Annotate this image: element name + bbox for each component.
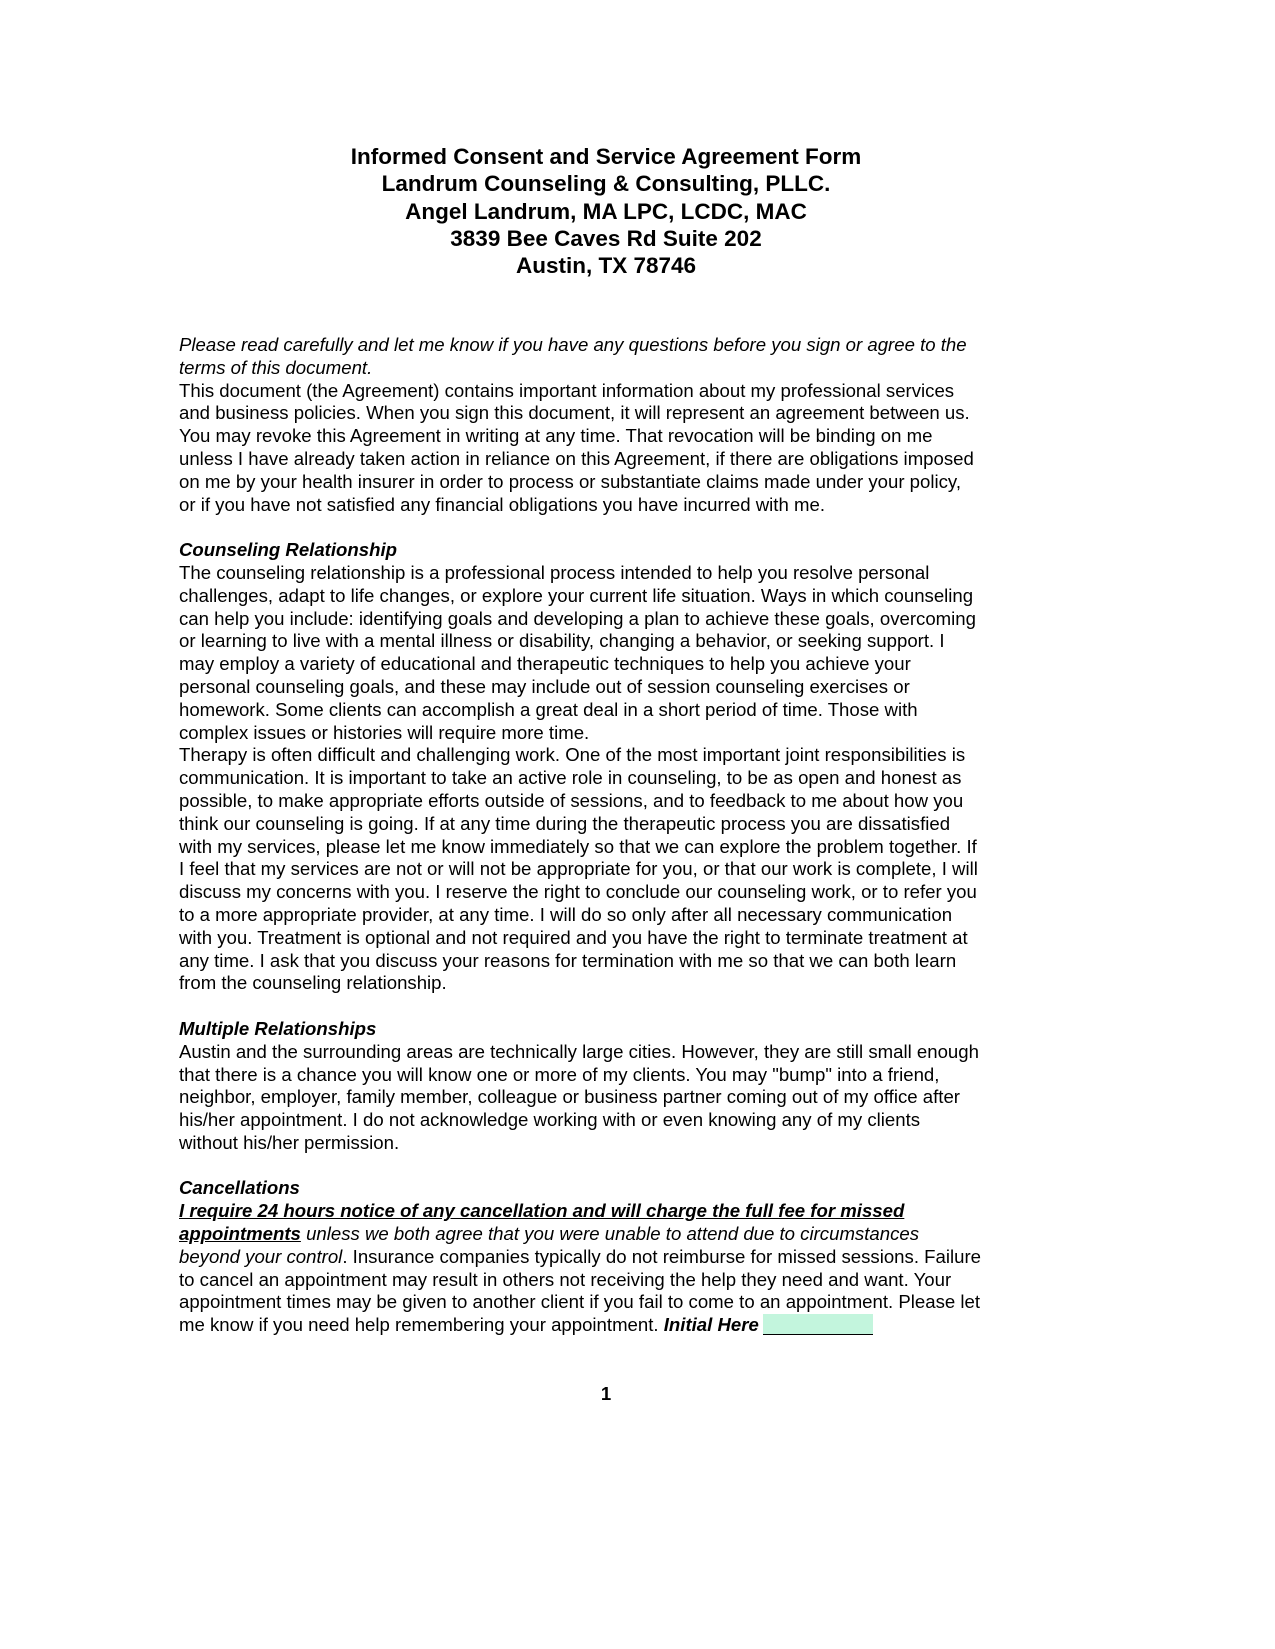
text-segment: me know if you need help remembering your appointment. [179,1314,664,1336]
section-heading: Cancellations [179,1177,300,1199]
title-line: Informed Consent and Service Agreement Form [350,144,862,169]
text-line: to cancel an appointment may result in others not receiving the help they need and want. Your [179,1268,952,1290]
text-line: communication. It is important to take an active role in counseling, to be as open and honest as [179,767,962,789]
text-line: his/her appointment. I do not acknowledge working with or even knowing any of my clients [179,1109,921,1131]
text-line: any time. I ask that you discuss your reasons for termination with me so that we can both learn [179,949,957,971]
cancellations-paragraph [179,1200,981,1337]
text-line: terms of this document. [179,356,373,378]
initial-here-field[interactable] [763,1314,873,1335]
text-line: on me by your health insurer in order to process or substantiate claims made under your policy, [179,470,962,492]
text-line: to a more appropriate provider, at any time. I will do so only after all necessary communication [179,903,953,925]
text-line: unless I have already taken action in reliance on this Agreement, if there are obligations imposed [179,447,974,469]
text-line: without his/her permission. [179,1131,400,1153]
text-line: with my services, please let me know immediately so that we can explore the problem together. If [179,835,977,857]
text-line: challenges, adapt to life changes, or explore your current life situation. Ways in which counseling [179,584,974,606]
text-line: Austin and the surrounding areas are technically large cities. However, they are still small enough [179,1040,979,1062]
text-line: from the counseling relationship. [179,972,447,994]
text-segment: . Insurance companies typically do not reimburse for missed sessions. Failure [342,1245,981,1267]
text-line: or learning to live with a mental illness or disability, changing a behavior, or seeking support. I [179,630,945,652]
text-line: personal counseling goals, and these may include out of session counseling exercises or [179,675,910,697]
text-line: think our counseling is going. If at any time during the therapeutic process you are dissatisfied [179,812,951,834]
section-heading: Counseling Relationship [179,539,397,561]
text-segment: unless we both agree that you were unable to attend due to circumstances [300,1223,920,1245]
text-line: The counseling relationship is a professional process intended to help you resolve personal [179,561,930,583]
intro-paragraph [179,380,981,517]
multiple-paragraph [179,1041,981,1155]
intro-italic [179,334,981,380]
page-number: 1 [600,1383,612,1404]
text-segment: beyond your control [179,1245,343,1267]
text-line: Please read carefully and let me know if you have any questions before you sign or agree to the [179,334,967,355]
cancellation-policy-emphasis: appointments [179,1223,301,1245]
text-line: or if you have not satisfied any financial obligations you have incurred with me. [179,493,825,515]
title-line: Angel Landrum, MA LPC, LCDC, MAC [405,198,807,224]
title-line: Austin, TX 78746 [515,253,697,279]
text-line: homework. Some clients can accomplish a great deal in a short period of time. Those with [179,698,918,720]
document-body [179,334,981,1337]
text-line: This document (the Agreement) contains important information about my professional services [179,379,955,401]
cancellation-policy-emphasis: I require 24 hours notice of any cancellation and will charge the full fee for missed [179,1200,905,1222]
title-line: Landrum Counseling & Consulting, PLLC. [381,171,831,197]
initial-here-label: Initial Here [663,1314,759,1336]
text-line: appointment times may be given to another client if you fail to come to an appointment. Please let [179,1291,981,1313]
text-line: You may revoke this Agreement in writing at any time. That revocation will be binding on me [179,425,933,447]
text-line: Therapy is often difficult and challenging work. One of the most important joint responsibilities is [179,744,966,766]
title-line: 3839 Bee Caves Rd Suite 202 [450,225,762,251]
text-line: neighbor, employer, family member, colleague or business partner coming out of my office after [179,1086,960,1108]
document-title [0,143,1212,279]
section-heading: Multiple Relationships [179,1017,377,1039]
text-line: possible, to make appropriate efforts outside of sessions, and to feedback to me about how you [179,789,964,811]
counseling-paragraph [179,562,981,995]
text-line: complex issues or histories will require more time. [179,721,590,743]
text-line: with you. Treatment is optional and not required and you have the right to terminate treatment at [179,926,968,948]
text-line: I feel that my services are not or will not be appropriate for you, or that our work is complete, I will [179,858,978,880]
text-line: discuss my concerns with you. I reserve the right to conclude our counseling work, or to refer you [179,881,977,903]
text-line: may employ a variety of educational and therapeutic techniques to help you achieve your [179,653,911,675]
text-line: can help you include: identifying goals and developing a plan to achieve these goals, overcoming [179,607,976,629]
text-line: and business policies. When you sign this document, it will represent an agreement between us. [179,402,970,424]
text-line: that there is a chance you will know one or more of my clients. You may "bump" into a friend, [179,1063,940,1085]
